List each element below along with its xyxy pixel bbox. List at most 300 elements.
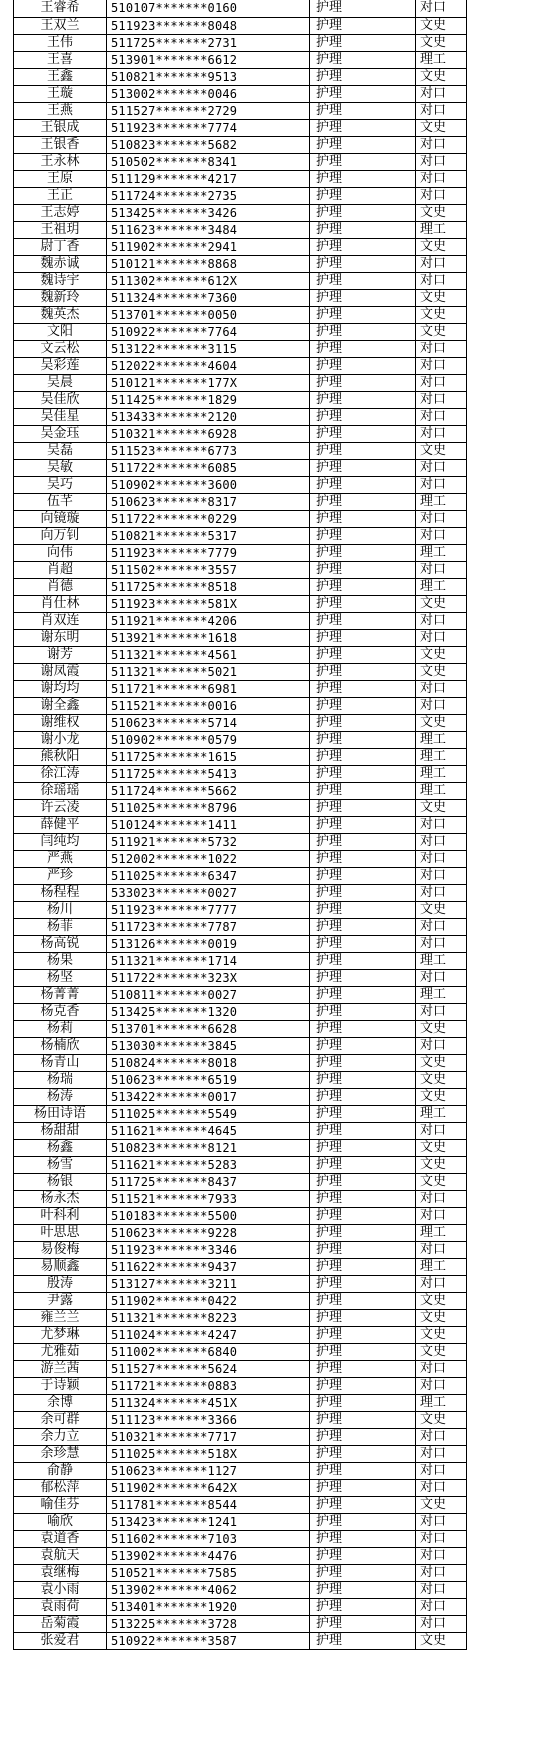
major-cell: 护理 (310, 1581, 416, 1598)
name-cell: 谢凤霞 (14, 663, 107, 680)
name-cell: 吴佳星 (14, 408, 107, 425)
name-cell: 徐瑶瑶 (14, 782, 107, 799)
category-cell: 对口 (416, 1360, 467, 1377)
name-cell: 王睿希 (14, 0, 107, 17)
name-cell: 魏新玲 (14, 289, 107, 306)
category-cell: 对口 (416, 1122, 467, 1139)
category-cell: 对口 (416, 476, 467, 493)
table-row (14, 901, 467, 918)
table-row (14, 442, 467, 459)
id-number-cell: 511025*******8796 (107, 799, 310, 816)
table-row (14, 1547, 467, 1564)
category-cell: 对口 (416, 918, 467, 935)
major-cell: 护理 (310, 1547, 416, 1564)
major-cell: 护理 (310, 1088, 416, 1105)
name-cell: 王璇 (14, 85, 107, 102)
id-number-cell: 511521*******7933 (107, 1190, 310, 1207)
id-number-cell: 513122*******3115 (107, 340, 310, 357)
major-cell: 护理 (310, 663, 416, 680)
category-cell: 理工 (416, 544, 467, 561)
name-cell: 魏诗宇 (14, 272, 107, 289)
name-cell: 吴磊 (14, 442, 107, 459)
id-number-cell: 511324*******7360 (107, 289, 310, 306)
table-row (14, 170, 467, 187)
table-row (14, 765, 467, 782)
id-number-cell: 511129*******4217 (107, 170, 310, 187)
category-cell: 文史 (416, 1173, 467, 1190)
category-cell: 文史 (416, 1292, 467, 1309)
id-number-cell: 510922*******7764 (107, 323, 310, 340)
category-cell: 对口 (416, 527, 467, 544)
category-cell: 对口 (416, 1513, 467, 1530)
category-cell: 文史 (416, 323, 467, 340)
major-cell: 护理 (310, 782, 416, 799)
table-row (14, 1258, 467, 1275)
category-cell: 文史 (416, 1156, 467, 1173)
category-cell: 对口 (416, 1241, 467, 1258)
id-number-cell: 511721*******0883 (107, 1377, 310, 1394)
id-number-cell: 510521*******7585 (107, 1564, 310, 1581)
table-row (14, 425, 467, 442)
id-number-cell: 513701*******0050 (107, 306, 310, 323)
name-cell: 谢维权 (14, 714, 107, 731)
name-cell: 尤梦琳 (14, 1326, 107, 1343)
category-cell: 文史 (416, 646, 467, 663)
table-row (14, 918, 467, 935)
major-cell: 护理 (310, 850, 416, 867)
category-cell: 理工 (416, 51, 467, 68)
category-cell: 文史 (416, 1088, 467, 1105)
category-cell: 文史 (416, 1326, 467, 1343)
category-cell: 理工 (416, 221, 467, 238)
category-cell: 对口 (416, 969, 467, 986)
name-cell: 叶科利 (14, 1207, 107, 1224)
table-row (14, 850, 467, 867)
id-number-cell: 511725*******1615 (107, 748, 310, 765)
category-cell: 对口 (416, 374, 467, 391)
category-cell: 对口 (416, 1428, 467, 1445)
table-row (14, 17, 467, 34)
name-cell: 吴彩莲 (14, 357, 107, 374)
table-row (14, 68, 467, 85)
id-number-cell: 511725*******5413 (107, 765, 310, 782)
category-cell: 理工 (416, 748, 467, 765)
name-cell: 闫纯均 (14, 833, 107, 850)
major-cell: 护理 (310, 17, 416, 34)
id-number-cell: 510821*******5317 (107, 527, 310, 544)
category-cell: 文史 (416, 1054, 467, 1071)
major-cell: 护理 (310, 1241, 416, 1258)
table-row (14, 1428, 467, 1445)
category-cell: 对口 (416, 272, 467, 289)
name-cell: 严珍 (14, 867, 107, 884)
id-number-cell: 511621*******4645 (107, 1122, 310, 1139)
id-number-cell: 513902*******4062 (107, 1581, 310, 1598)
major-cell: 护理 (310, 51, 416, 68)
major-cell: 护理 (310, 714, 416, 731)
category-cell: 文史 (416, 1071, 467, 1088)
table-row (14, 1190, 467, 1207)
major-cell: 护理 (310, 1105, 416, 1122)
name-cell: 喻欣 (14, 1513, 107, 1530)
name-cell: 杨甜甜 (14, 1122, 107, 1139)
category-cell: 对口 (416, 408, 467, 425)
category-cell: 文史 (416, 799, 467, 816)
name-cell: 余珍慧 (14, 1445, 107, 1462)
category-cell: 对口 (416, 170, 467, 187)
major-cell: 护理 (310, 1224, 416, 1241)
table-row (14, 340, 467, 357)
major-cell: 护理 (310, 1513, 416, 1530)
name-cell: 肖仕林 (14, 595, 107, 612)
category-cell: 文史 (416, 119, 467, 136)
name-cell: 余博 (14, 1394, 107, 1411)
name-cell: 余力立 (14, 1428, 107, 1445)
table-row (14, 1360, 467, 1377)
table-row (14, 136, 467, 153)
id-number-cell: 510121*******8868 (107, 255, 310, 272)
major-cell: 护理 (310, 357, 416, 374)
category-cell: 对口 (416, 340, 467, 357)
name-cell: 许云凌 (14, 799, 107, 816)
category-cell: 文史 (416, 34, 467, 51)
id-number-cell: 510623*******5714 (107, 714, 310, 731)
id-number-cell: 511781*******8544 (107, 1496, 310, 1513)
id-number-cell: 511725*******8518 (107, 578, 310, 595)
major-cell: 护理 (310, 918, 416, 935)
name-cell: 王银香 (14, 136, 107, 153)
name-cell: 吴巧 (14, 476, 107, 493)
category-cell: 文史 (416, 289, 467, 306)
category-cell: 对口 (416, 1377, 467, 1394)
id-number-cell: 511521*******0016 (107, 697, 310, 714)
category-cell: 对口 (416, 1564, 467, 1581)
category-cell: 对口 (416, 0, 467, 17)
id-number-cell: 510623*******6519 (107, 1071, 310, 1088)
table-row (14, 85, 467, 102)
name-cell: 叶思思 (14, 1224, 107, 1241)
id-number-cell: 511622*******9437 (107, 1258, 310, 1275)
major-cell: 护理 (310, 1275, 416, 1292)
id-number-cell: 511923*******3346 (107, 1241, 310, 1258)
table-row (14, 1275, 467, 1292)
table-row (14, 272, 467, 289)
id-number-cell: 511302*******612X (107, 272, 310, 289)
name-cell: 吴金珏 (14, 425, 107, 442)
category-cell: 文史 (416, 595, 467, 612)
category-cell: 文史 (416, 1309, 467, 1326)
id-number-cell: 511321*******8223 (107, 1309, 310, 1326)
name-cell: 郁松萍 (14, 1479, 107, 1496)
major-cell: 护理 (310, 527, 416, 544)
major-cell: 护理 (310, 1326, 416, 1343)
table-row (14, 1054, 467, 1071)
name-cell: 向万钊 (14, 527, 107, 544)
table-row (14, 119, 467, 136)
name-cell: 王喜 (14, 51, 107, 68)
id-number-cell: 510321*******6928 (107, 425, 310, 442)
id-number-cell: 511623*******3484 (107, 221, 310, 238)
major-cell: 护理 (310, 1309, 416, 1326)
table-row (14, 935, 467, 952)
name-cell: 严燕 (14, 850, 107, 867)
major-cell: 护理 (310, 1156, 416, 1173)
category-cell: 对口 (416, 102, 467, 119)
category-cell: 对口 (416, 867, 467, 884)
name-cell: 伍芊 (14, 493, 107, 510)
table-row (14, 459, 467, 476)
name-cell: 俞静 (14, 1462, 107, 1479)
name-cell: 喻佳芬 (14, 1496, 107, 1513)
name-cell: 袁雨荷 (14, 1598, 107, 1615)
name-cell: 魏英杰 (14, 306, 107, 323)
category-cell: 对口 (416, 187, 467, 204)
major-cell: 护理 (310, 1173, 416, 1190)
id-number-cell: 511002*******6840 (107, 1343, 310, 1360)
name-cell: 徐江涛 (14, 765, 107, 782)
major-cell: 护理 (310, 408, 416, 425)
table-row (14, 1309, 467, 1326)
table-row (14, 1292, 467, 1309)
major-cell: 护理 (310, 1139, 416, 1156)
category-cell: 对口 (416, 1003, 467, 1020)
id-number-cell: 511527*******5624 (107, 1360, 310, 1377)
category-cell: 对口 (416, 1615, 467, 1632)
name-cell: 雍兰兰 (14, 1309, 107, 1326)
name-cell: 王志婷 (14, 204, 107, 221)
major-cell: 护理 (310, 187, 416, 204)
category-cell: 对口 (416, 612, 467, 629)
id-number-cell: 511921*******5732 (107, 833, 310, 850)
category-cell: 对口 (416, 153, 467, 170)
table-row (14, 731, 467, 748)
major-cell: 护理 (310, 561, 416, 578)
student-table (13, 0, 467, 1650)
name-cell: 肖超 (14, 561, 107, 578)
id-number-cell: 510124*******1411 (107, 816, 310, 833)
major-cell: 护理 (310, 986, 416, 1003)
table-row (14, 1003, 467, 1020)
id-number-cell: 511724*******5662 (107, 782, 310, 799)
id-number-cell: 511923*******7774 (107, 119, 310, 136)
table-row (14, 612, 467, 629)
category-cell: 对口 (416, 1581, 467, 1598)
category-cell: 对口 (416, 85, 467, 102)
table-row (14, 1241, 467, 1258)
name-cell: 王正 (14, 187, 107, 204)
category-cell: 对口 (416, 561, 467, 578)
table-row (14, 1071, 467, 1088)
table-row (14, 221, 467, 238)
major-cell: 护理 (310, 221, 416, 238)
name-cell: 谢芳 (14, 646, 107, 663)
name-cell: 王双兰 (14, 17, 107, 34)
table-row (14, 374, 467, 391)
table-row (14, 1564, 467, 1581)
major-cell: 护理 (310, 476, 416, 493)
id-number-cell: 510902*******0579 (107, 731, 310, 748)
category-cell: 文史 (416, 1411, 467, 1428)
name-cell: 文阳 (14, 323, 107, 340)
category-cell: 文史 (416, 1020, 467, 1037)
major-cell: 护理 (310, 493, 416, 510)
id-number-cell: 510811*******0027 (107, 986, 310, 1003)
major-cell: 护理 (310, 153, 416, 170)
table-row (14, 697, 467, 714)
id-number-cell: 511902*******0422 (107, 1292, 310, 1309)
name-cell: 王永林 (14, 153, 107, 170)
table-row (14, 1530, 467, 1547)
id-number-cell: 510623*******9228 (107, 1224, 310, 1241)
category-cell: 文史 (416, 1632, 467, 1649)
table-row (14, 1581, 467, 1598)
major-cell: 护理 (310, 969, 416, 986)
major-cell: 护理 (310, 867, 416, 884)
name-cell: 杨银 (14, 1173, 107, 1190)
major-cell: 护理 (310, 1003, 416, 1020)
name-cell: 文云松 (14, 340, 107, 357)
major-cell: 护理 (310, 731, 416, 748)
table-row (14, 816, 467, 833)
category-cell: 理工 (416, 493, 467, 510)
id-number-cell: 510902*******3600 (107, 476, 310, 493)
major-cell: 护理 (310, 1343, 416, 1360)
major-cell: 护理 (310, 442, 416, 459)
major-cell: 护理 (310, 1564, 416, 1581)
major-cell: 护理 (310, 170, 416, 187)
major-cell: 护理 (310, 102, 416, 119)
major-cell: 护理 (310, 1615, 416, 1632)
major-cell: 护理 (310, 204, 416, 221)
category-cell: 文史 (416, 1139, 467, 1156)
category-cell: 理工 (416, 1258, 467, 1275)
table-row (14, 1224, 467, 1241)
name-cell: 杨楠欣 (14, 1037, 107, 1054)
category-cell: 对口 (416, 935, 467, 952)
table-row (14, 1037, 467, 1054)
table-row (14, 391, 467, 408)
id-number-cell: 510183*******5500 (107, 1207, 310, 1224)
category-cell: 对口 (416, 391, 467, 408)
name-cell: 袁小雨 (14, 1581, 107, 1598)
major-cell: 护理 (310, 323, 416, 340)
table-row (14, 1173, 467, 1190)
category-cell: 对口 (416, 680, 467, 697)
category-cell: 文史 (416, 204, 467, 221)
major-cell: 护理 (310, 1258, 416, 1275)
id-number-cell: 511523*******6773 (107, 442, 310, 459)
name-cell: 杨鑫 (14, 1139, 107, 1156)
table-row (14, 1598, 467, 1615)
table-row (14, 1632, 467, 1649)
category-cell: 对口 (416, 697, 467, 714)
category-cell: 对口 (416, 816, 467, 833)
category-cell: 对口 (416, 629, 467, 646)
table-row (14, 1411, 467, 1428)
category-cell: 对口 (416, 1598, 467, 1615)
name-cell: 向镜璇 (14, 510, 107, 527)
name-cell: 杨坚 (14, 969, 107, 986)
id-number-cell: 513433*******2120 (107, 408, 310, 425)
id-number-cell: 513127*******3211 (107, 1275, 310, 1292)
major-cell: 护理 (310, 1598, 416, 1615)
category-cell: 理工 (416, 765, 467, 782)
category-cell: 对口 (416, 136, 467, 153)
table-row (14, 357, 467, 374)
major-cell: 护理 (310, 1428, 416, 1445)
category-cell: 理工 (416, 731, 467, 748)
category-cell: 对口 (416, 1462, 467, 1479)
table-row (14, 680, 467, 697)
major-cell: 护理 (310, 1411, 416, 1428)
table-row (14, 153, 467, 170)
table-row (14, 102, 467, 119)
name-cell: 杨高锐 (14, 935, 107, 952)
id-number-cell: 511621*******5283 (107, 1156, 310, 1173)
name-cell: 张爱君 (14, 1632, 107, 1649)
name-cell: 杨田诗语 (14, 1105, 107, 1122)
major-cell: 护理 (310, 459, 416, 476)
table-row (14, 34, 467, 51)
table-row (14, 255, 467, 272)
category-cell: 对口 (416, 1207, 467, 1224)
major-cell: 护理 (310, 952, 416, 969)
major-cell: 护理 (310, 748, 416, 765)
name-cell: 王银成 (14, 119, 107, 136)
table-row (14, 476, 467, 493)
category-cell: 文史 (416, 1343, 467, 1360)
id-number-cell: 511321*******4561 (107, 646, 310, 663)
major-cell: 护理 (310, 1207, 416, 1224)
name-cell: 尤雅茹 (14, 1343, 107, 1360)
category-cell: 理工 (416, 578, 467, 595)
name-cell: 王燕 (14, 102, 107, 119)
id-number-cell: 513902*******4476 (107, 1547, 310, 1564)
name-cell: 谢均均 (14, 680, 107, 697)
category-cell: 文史 (416, 663, 467, 680)
name-cell: 王伟 (14, 34, 107, 51)
major-cell: 护理 (310, 340, 416, 357)
name-cell: 魏赤诚 (14, 255, 107, 272)
id-number-cell: 511921*******4206 (107, 612, 310, 629)
table-row (14, 748, 467, 765)
major-cell: 护理 (310, 34, 416, 51)
category-cell: 对口 (416, 1530, 467, 1547)
id-number-cell: 511321*******5021 (107, 663, 310, 680)
name-cell: 王祖玥 (14, 221, 107, 238)
table-row (14, 1615, 467, 1632)
major-cell: 护理 (310, 1020, 416, 1037)
id-number-cell: 511502*******3557 (107, 561, 310, 578)
id-number-cell: 510623*******8317 (107, 493, 310, 510)
major-cell: 护理 (310, 1071, 416, 1088)
name-cell: 杨菁菁 (14, 986, 107, 1003)
id-number-cell: 511902*******642X (107, 1479, 310, 1496)
name-cell: 杨瑞 (14, 1071, 107, 1088)
major-cell: 护理 (310, 816, 416, 833)
id-number-cell: 511722*******0229 (107, 510, 310, 527)
major-cell: 护理 (310, 1496, 416, 1513)
id-number-cell: 510922*******3587 (107, 1632, 310, 1649)
name-cell: 杨川 (14, 901, 107, 918)
table-row (14, 595, 467, 612)
name-cell: 岳菊霞 (14, 1615, 107, 1632)
table-row (14, 1496, 467, 1513)
table-row (14, 1088, 467, 1105)
major-cell: 护理 (310, 306, 416, 323)
category-cell: 文史 (416, 901, 467, 918)
id-number-cell: 511722*******323X (107, 969, 310, 986)
